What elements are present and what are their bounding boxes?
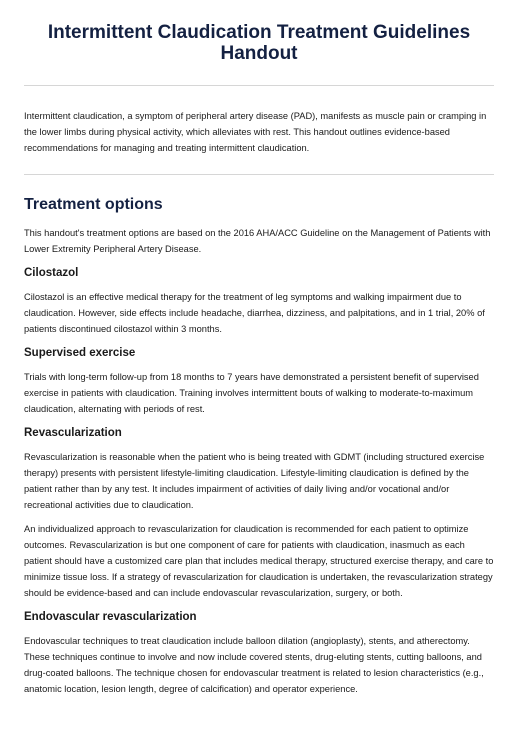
cilostazol-section	[24, 265, 494, 337]
supervised-exercise-heading: Supervised exercise	[24, 347, 136, 359]
supervised-exercise-paragraph: Trials with long-term follow-up from 18 months to 7 years have demonstrated a persistent benefit of supervised exercise in patients with claudication. Training involves intermittent bouts of walking to moderate-to-maximum claudication, alternating with periods of rest.	[24, 372, 479, 414]
intro-paragraph: Intermittent claudication, a symptom of peripheral artery disease (PAD), manifests as muscle pain or cramping in the lower limbs during physical activity, which alleviates with rest. This handout outlines evidence-based recommendations for managing and treating intermittent claudication.	[24, 111, 487, 153]
endovascular-paragraph: Endovascular techniques to treat claudication include balloon dilation (angioplasty), stents, and atherectomy. These techniques continue to involve and now include covered stents, drug-eluting stents, cutting balloons, and drug-coated balloons. The technique chosen for endovascular treatment is related to lesion characteristics (e.g., anatomic location, lesion length, degree of calcification) and operator experience.	[24, 636, 484, 694]
revascularization-paragraph-2: An individualized approach to revascularization for claudication is recommended for each patient to optimize outcomes. Revascularization is but one component of care for patients with claudication, inasmuch as each patient should have a customized care plan that includes medical therapy, structured exercise therapy, and care to minimize tissue loss. If a strategy of revascularization for claudication is undertaken, the revascularization strategy should be evidence-based and can include endovascular revascularization, surgery, or both.	[24, 524, 494, 598]
section-divider	[24, 174, 494, 175]
revascularization-paragraph-1: Revascularization is reasonable when the patient who is being treated with GDMT (including structured exercise therapy) presents with persistent lifestyle-limiting claudication. Lifestyle-limiting claudication is defined by the patient rather than by any test. It includes impairment of activities of daily living and/or vocational and/or recreational activities due to claudication.	[24, 452, 485, 510]
revascularization-section	[24, 425, 494, 601]
title-divider	[24, 85, 494, 86]
endovascular-heading: Endovascular revascularization	[24, 611, 197, 623]
revascularization-heading: Revascularization	[24, 427, 122, 439]
cilostazol-heading: Cilostazol	[24, 267, 79, 279]
endovascular-section	[24, 609, 494, 697]
treatment-options-heading: Treatment options	[24, 196, 163, 213]
treatment-options-intro: This handout's treatment options are based on the 2016 AHA/ACC Guideline on the Management of Patients with Lower Extremity Peripheral Artery Disease.	[24, 228, 491, 254]
supervised-exercise-section	[24, 345, 494, 417]
cilostazol-paragraph: Cilostazol is an effective medical therapy for the treatment of leg symptoms and walking impairment due to claudication. However, side effects include headache, diarrhea, dizziness, and palpitations, and in 1 trial, 20% of patients discontinued cilostazol within 3 months.	[24, 292, 485, 334]
document-title: Intermittent Claudication Treatment Guidelines Handout	[47, 22, 471, 64]
